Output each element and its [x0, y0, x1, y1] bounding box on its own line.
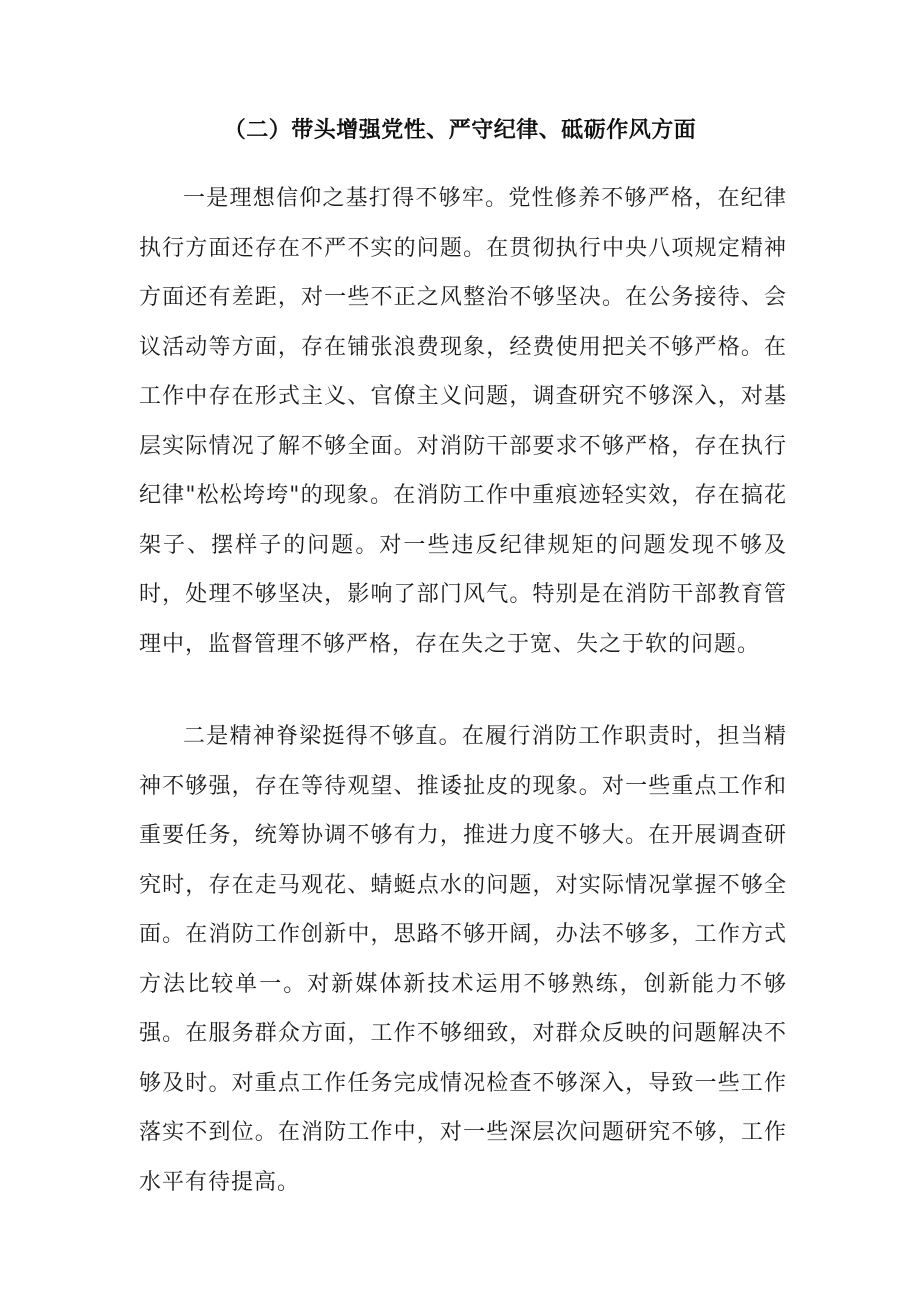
paragraph-spirit-backbone: 二是精神脊梁挺得不够直。在履行消防工作职责时，担当精神不够强，存在等待观望、推诿扯皮的现象。对一些重点工作和重要任务，统筹协调不够有力，推进力度不够大。在开展调查研究时，存在走马观花、蜻蜓点水的问题，对实际情况掌握不够全面。在消防工作创新中，思路不够开阔，办法不够多，工作方式方法比较单一。对新媒体新技术运用不够熟练，创新能力不够强。在服务群众方面，工作不够细致，对群众反映的问题解决不够及时。对重点工作任务完成情况检查不够深入，导致一些工作落实不到位。在消防工作中，对一些深层次问题研究不够，工作水平有待提高。: [139, 724, 787, 1195]
paragraph-ideals-faith: 一是理想信仰之基打得不够牢。党性修养不够严格，在纪律执行方面还存在不严不实的问题。在贯彻执行中央八项规定精神方面还有差距，对一些不正之风整治不够坚决。在公务接待、会议活动等方面，存在铺张浪费现象，经费使用把关不够严格。在工作中存在形式主义、官僚主义问题，调查研究不够深入，对基层实际情况了解不够全面。对消防干部要求不够严格，存在执行纪律"松松垮垮"的现象。在消防工作中重痕迹轻实效，存在搞花架子、摆样子的问题。对一些违反纪律规矩的问题发现不够及时，处理不够坚决，影响了部门风气。特别是在消防干部教育管理中，监督管理不够严格，存在失之于宽、失之于软的问题。: [139, 186, 787, 657]
section-heading: （二）带头增强党性、严守纪律、砥砺作风方面: [223, 117, 697, 143]
